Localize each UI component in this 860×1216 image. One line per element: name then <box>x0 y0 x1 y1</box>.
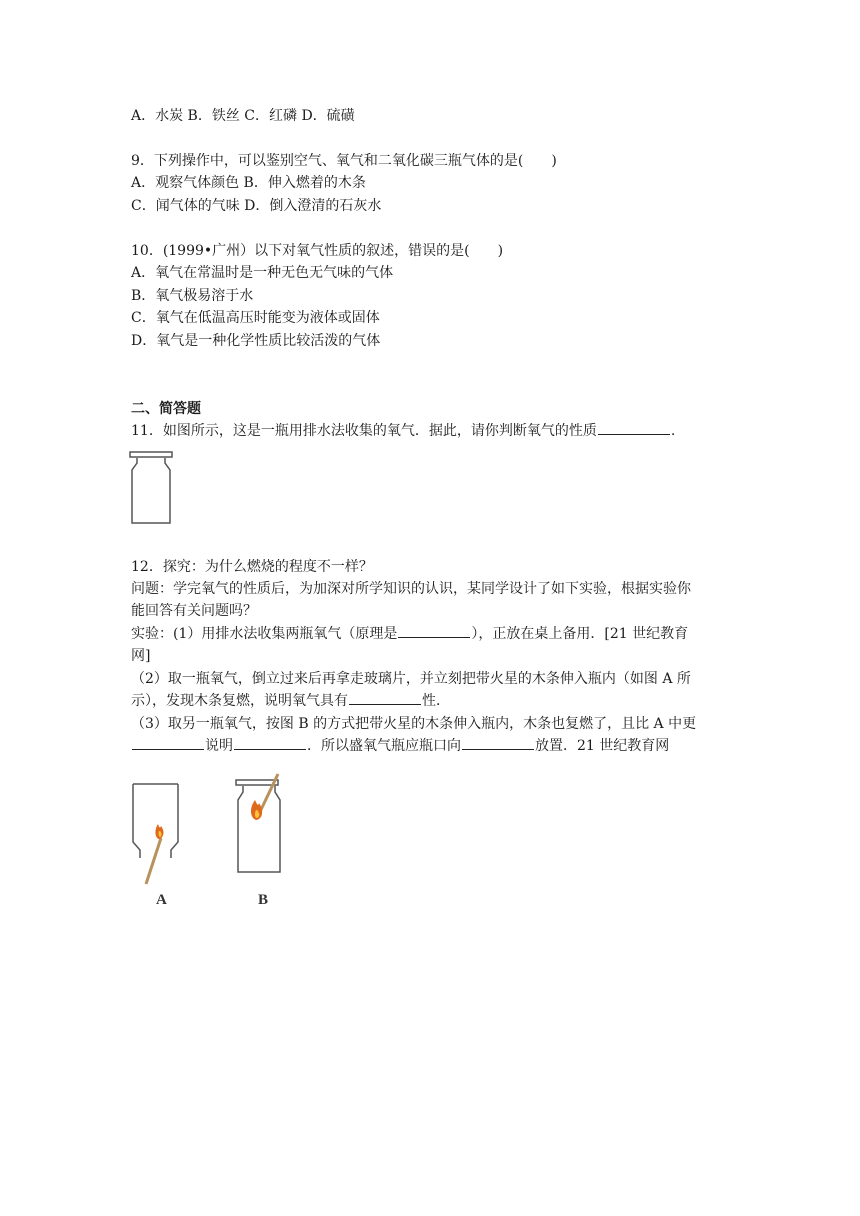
q12-exp3-text-c: ．所以盛氧气瓶应瓶口向 <box>307 738 461 754</box>
q10-option-b: B．氧气极易溶于水 <box>131 288 254 304</box>
q10-stem: 10．(1999•广州）以下对氧气性质的叙述，错误的是( ) <box>131 243 504 259</box>
q12-exp2-cont <box>131 690 450 712</box>
q12-exp2-text-b: 示），发现木条复燃，说明氧气具有 <box>131 693 348 709</box>
q12-blank-property[interactable] <box>349 690 421 705</box>
section-heading: 二、简答题 <box>131 401 201 417</box>
q12-exp1-text-a: 实验：(1）用排水法收集两瓶氧气（原理是 <box>131 626 398 642</box>
q9-options-cd: C．闻气体的气味 D．倒入澄清的石灰水 <box>131 198 382 214</box>
q8-options: A．水炭 B．铁丝 C．红磷 D．硫磺 <box>131 108 355 124</box>
bottle-figure-a <box>128 780 188 890</box>
q12-exp3-cont <box>131 735 669 757</box>
q10-option-c: C．氧气在低温高压时能变为液体或固体 <box>131 310 380 326</box>
q12-problem-line1: 问题：学完氧气的性质后，为加深对所学知识的认识，某同学设计了如下实验，根据实验你 <box>131 581 691 597</box>
q12-title: 12．探究：为什么燃烧的程度不一样？ <box>131 559 373 575</box>
q12-blank-direction[interactable] <box>462 735 534 750</box>
q12-exp3-text-d: 放置．21 世纪教育网 <box>535 738 670 754</box>
q12-exp1-cont: 网] <box>131 648 151 664</box>
q11-blank[interactable] <box>598 420 670 435</box>
q11-text <box>131 420 675 442</box>
q9-options-ab: A．观察气体颜色 B．伸入燃着的木条 <box>131 175 366 191</box>
q12-exp2-line: （2）取一瓶氧气，倒立过来后再拿走玻璃片，并立刻把带火星的木条伸入瓶内（如图 A 所 <box>131 671 691 687</box>
bottle-figure-q11 <box>128 450 176 526</box>
q12-problem-line2: 能回答有关问题吗？ <box>131 603 257 619</box>
q12-exp1-line <box>131 623 688 645</box>
q10-option-d: D．氧气是一种化学性质比较活泼的气体 <box>131 333 381 349</box>
figure-b-label: B <box>258 892 269 908</box>
q12-exp2-text-c: 性． <box>422 693 450 709</box>
q12-blank-more[interactable] <box>132 735 204 750</box>
q12-blank-explain[interactable] <box>234 735 306 750</box>
q10-option-a: A．氧气在常温时是一种无色无气味的气体 <box>131 265 394 281</box>
q11-end: . <box>670 423 676 439</box>
figure-a-label: A <box>156 892 167 908</box>
q12-exp1-text-b: ），正放在桌上备用．[21 世纪教育 <box>471 626 689 642</box>
q11-stem: 11．如图所示，这是一瓶用排水法收集的氧气．据此，请你判断氧气的性质 <box>131 423 597 439</box>
q12-exp3-text-b: 说明 <box>205 738 233 754</box>
q9-stem: 9．下列操作中，可以鉴别空气、氧气和二氧化碳三瓶气体的是( ) <box>131 153 557 169</box>
bottle-figure-b <box>230 772 292 878</box>
q12-exp3-line: （3）取另一瓶氧气，按图 B 的方式把带火星的木条伸入瓶内，木条也复燃了，且比 A 中更 <box>131 716 697 732</box>
q12-blank-principle[interactable] <box>398 623 470 638</box>
splint <box>146 838 161 884</box>
